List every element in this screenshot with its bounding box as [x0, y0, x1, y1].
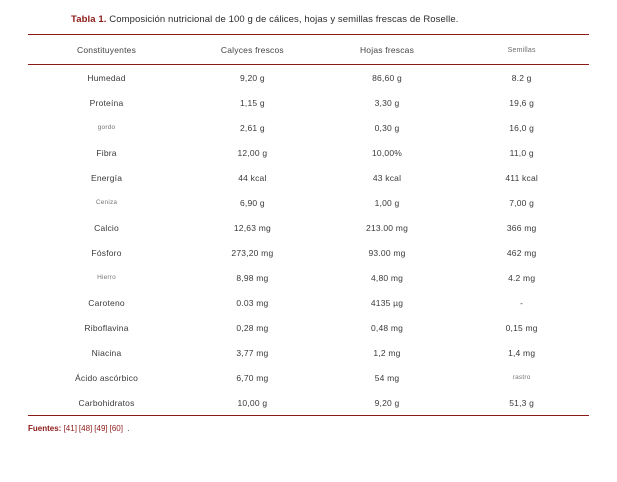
- cell-value: 4,80 mg: [370, 272, 404, 283]
- cell-value: 213.00 mg: [366, 222, 408, 233]
- column-header-hojas: Hojas frescas: [320, 35, 455, 65]
- table-row: [28, 315, 589, 340]
- table-header: [28, 35, 589, 65]
- column-header-calyces: Calyces frescos: [185, 35, 320, 65]
- cell-value: 12,63 mg: [233, 222, 271, 233]
- source-reference-link[interactable]: [60]: [109, 424, 123, 434]
- cell-value: 0,15 mg: [505, 322, 538, 333]
- cell-value: 16,0 g: [509, 122, 535, 133]
- table-row: [28, 190, 589, 215]
- cell-value: 12,00 g: [237, 147, 268, 158]
- cell-value: 1,00 g: [374, 197, 400, 208]
- cell-value: 0,48 mg: [370, 322, 404, 333]
- cell-value: 411 kcal: [505, 172, 538, 183]
- table-caption-label: Tabla 1.: [71, 14, 107, 25]
- cell-constituent: Proteína: [89, 97, 124, 108]
- cell-value: 10,00 g: [185, 390, 320, 416]
- sources-references: [64, 424, 125, 433]
- cell-value: rastro: [512, 374, 531, 382]
- table-row: [28, 165, 589, 190]
- cell-constituent: Fibra: [96, 147, 117, 158]
- table-row: [28, 265, 589, 290]
- column-header-semillas: Semillas: [454, 35, 589, 65]
- cell-value: 19,6 g: [509, 97, 535, 108]
- cell-value: 0,30 g: [374, 122, 400, 133]
- table-row: [28, 90, 589, 115]
- cell-value: 2,61 g: [239, 122, 265, 133]
- table-row: [28, 340, 589, 365]
- cell-value: 7,00 g: [509, 197, 535, 208]
- cell-constituent: Niacina: [91, 347, 122, 358]
- cell-value: 6,70 mg: [236, 372, 269, 383]
- cell-value: 10,00%: [372, 147, 403, 158]
- cell-value: 6,90 g: [239, 197, 265, 208]
- cell-value: 273,20 mg: [231, 247, 274, 258]
- table-sources: [28, 424, 589, 433]
- cell-value: 43 kcal: [372, 172, 402, 183]
- cell-value: 462 mg: [506, 247, 537, 258]
- cell-value: 93.00 mg: [368, 247, 406, 258]
- cell-value: 0.03 mg: [236, 297, 269, 308]
- table-row: [28, 290, 589, 315]
- cell-constituent: Fósforo: [91, 247, 122, 258]
- cell-constituent: Caroteno: [88, 297, 125, 308]
- cell-constituent: Energía: [90, 172, 123, 183]
- cell-value: 9,20 g: [239, 72, 265, 83]
- cell-value: 3,77 mg: [236, 347, 269, 358]
- table-row: [28, 390, 589, 416]
- cell-constituent: Calcio: [94, 222, 119, 233]
- table-row: [28, 240, 589, 265]
- cell-constituent: Ceniza: [95, 199, 118, 207]
- table-row: [28, 365, 589, 390]
- cell-value: 366 mg: [506, 222, 537, 233]
- cell-value: 1,15 g: [239, 97, 265, 108]
- cell-value: 3,30 g: [374, 97, 400, 108]
- cell-value: 8.2 g: [511, 72, 532, 83]
- cell-value: 54 mg: [374, 372, 400, 383]
- cell-value: 8,98 mg: [236, 272, 269, 283]
- cell-value: 4135 µg: [370, 297, 404, 308]
- nutrition-table: [28, 34, 589, 416]
- cell-value: 9,20 g: [320, 390, 455, 416]
- table-row: [28, 115, 589, 140]
- sources-label: Fuentes:: [28, 424, 62, 434]
- cell-constituent: Riboflavina: [84, 322, 129, 333]
- table-caption-text: Composición nutricional de 100 g de cálices, hojas y semillas frescas de Roselle.: [109, 14, 459, 25]
- source-reference-link[interactable]: [41]: [63, 424, 77, 434]
- cell-value: 1,2 mg: [373, 347, 401, 358]
- table-row: [28, 215, 589, 240]
- cell-constituent: gordo: [97, 124, 116, 132]
- table-header-row: [28, 35, 589, 65]
- cell-value: 0,28 mg: [236, 322, 269, 333]
- sources-trailing: .: [127, 424, 130, 434]
- table-body: [28, 65, 589, 416]
- source-reference-link[interactable]: [48]: [78, 424, 93, 434]
- cell-constituent: Humedad: [87, 72, 126, 83]
- source-reference-link[interactable]: [49]: [94, 424, 108, 434]
- cell-value: -: [520, 297, 524, 308]
- cell-constituent: Carbohidratos: [28, 390, 185, 416]
- cell-value: 86,60 g: [372, 72, 402, 83]
- cell-value: 1,4 mg: [508, 347, 536, 358]
- column-header-constituyentes: Constituyentes: [28, 35, 185, 65]
- table-row: [28, 65, 589, 91]
- table-row: [28, 140, 589, 165]
- table-caption: [71, 14, 589, 26]
- cell-value: 4.2 mg: [508, 272, 536, 283]
- cell-value: 51,3 g: [454, 390, 589, 416]
- cell-constituent: Ácido ascórbico: [75, 372, 139, 383]
- cell-value: 11,0 g: [509, 147, 534, 158]
- cell-constituent: Hierro: [97, 274, 116, 282]
- cell-value: 44 kcal: [238, 172, 267, 183]
